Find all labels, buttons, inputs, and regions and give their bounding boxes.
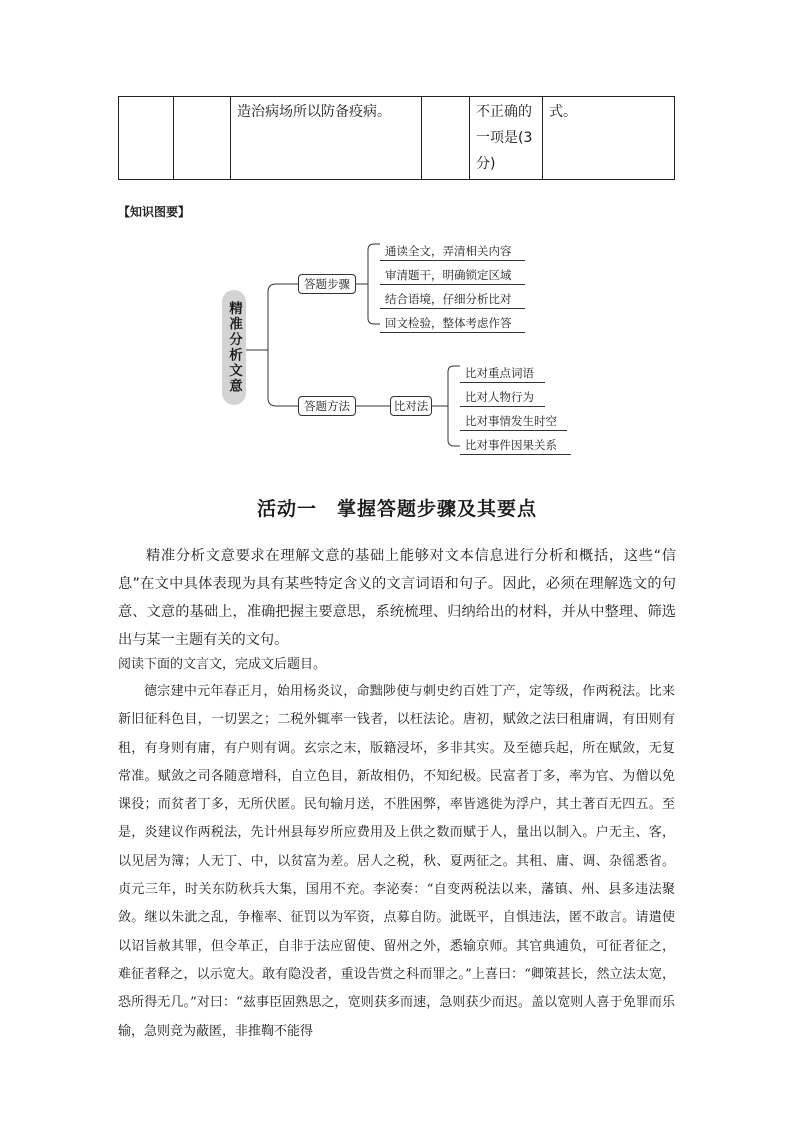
classical-passage: 德宗建中元年春正月，始用杨炎议，命黜陟使与刺史约百姓丁产，定等级，作两税法。比来新旧征科色目，一切罢之；二税外辄率一钱者，以枉法论。唐初，赋敛之法曰租庸调，有田则有租，有身则有庸，有户则有调。玄宗之末，版籍浸坏，多非其实。及至德兵起，所在赋敛，无复常准。赋敛之司各随意增科，自立色目，新故相仍，不知纪极。民富者丁多，率为官、为僧以免课役；而贫者丁多，无所伏匿。民旬输月送，不胜困弊，率皆逃徙为浮户，其土著百无四五。至是，炎建议作两税法，先计州县每岁所应费用及上供之数而赋于人，量出以制入。户无主、客，以见居为簿；人无丁、中，以贫富为差。居人之税，秋、夏两征之。其租、庸、调、杂徭悉省。贞元三年，时关东防秋兵大集，国用不充。李泌奏：“自变两税法以来，藩镇、州、县多违法聚敛。继以朱泚之乱，争権率、征罚以为军资，点募自防。泚既平，自惧违法，匿不敢言。请遣使以诏旨赦其罪，但令革正，自非于法应留使、留州之外，悉输京师。其官典逋负，可征者征之，难征者释之，以示宽大。敢有隐没者，重设告赏之科而罪之。”上喜曰：“卿策甚长，然立法太宽，恐所得无几。”对曰：“兹事臣固熟思之，宽则获多而速，急则获少而迟。盖以宽则人喜于免罪而乐输，急则竞为蔽匿，非推鞫不能得 — [118, 684, 675, 1039]
mindmap-root-label: 精准分析文意 — [226, 301, 242, 394]
intro-paragraph: 精准分析文意要求在理解文意的基础上能够对文本信息进行分析和概括，这些“信息”在文中具体表现为具有某些特定含义的文言词语和句子。因此，必须在理解选文的句意、文意的基础上，准确把握主要意思，系统梳理、归纳给出的材料，并从中整理、筛选出与某一主题有关的文句。 — [118, 548, 676, 648]
task-instruction: 阅读下面的文言文，完成文后题目。 — [118, 657, 327, 672]
mindmap-step-item: 审清题干，明确锁定区域 — [380, 266, 525, 285]
mindmap-method-item: 比对人物行为 — [460, 388, 545, 407]
table-cell-text: 造治病场所以防备疫病。 — [237, 104, 391, 120]
mindmap-step-item: 结合语境，仔细分析比对 — [380, 290, 525, 309]
mindmap-step-item: 通读全文，弄清相关内容 — [380, 242, 525, 261]
mindmap-method-item: 比对重点词语 — [460, 364, 545, 383]
activity-title: 活动一 掌握答题步骤及其要点 — [256, 498, 537, 520]
mindmap-steps-node: 答题步骤 — [298, 274, 356, 294]
mindmap-step-item: 回文检验，整体考虑作答 — [380, 314, 525, 333]
mindmap-method-item: 比对事件因果关系 — [460, 436, 571, 455]
mindmap-methods-node: 答题方法 — [298, 396, 356, 416]
mindmap-compare-node: 比对法 — [390, 396, 432, 416]
section-label: 【知识图要】 — [118, 205, 191, 219]
table-cell-text: 式。 — [549, 104, 577, 120]
mindmap-root — [222, 290, 246, 405]
table-cell-text: 不正确的一项是(3分) — [476, 104, 533, 172]
mindmap-method-item: 比对事情发生时空 — [460, 412, 567, 431]
